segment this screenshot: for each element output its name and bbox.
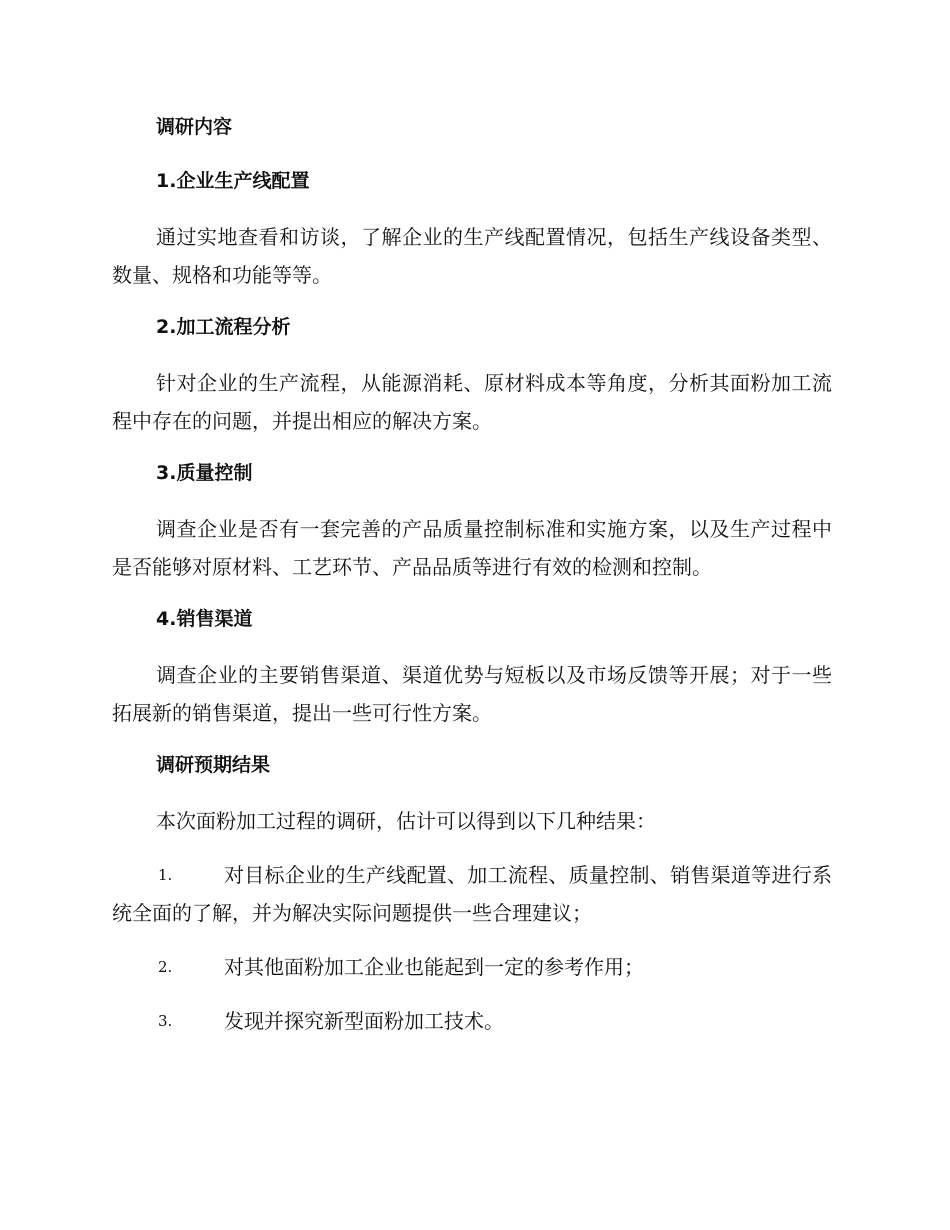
item-paragraph-production-line: 通过实地查看和访谈，了解企业的生产线配置情况，包括生产线设备类型、数量、规格和功能等等。 xyxy=(112,225,832,287)
result-number: 2. xyxy=(158,958,173,976)
result-number: 1. xyxy=(158,866,173,884)
result-text: 对目标企业的生产线配置、加工流程、质量控制、销售渠道等进行系统全面的了解，并为解决实际问题提供一些合理建议； xyxy=(112,863,832,925)
item-paragraph-quality-control: 调查企业是否有一套完善的产品质量控制标准和实施方案，以及生产过程中是否能够对原材料、工艺环节、产品品质等进行有效的检测和控制。 xyxy=(112,517,832,579)
item-heading-process-analysis: 2.加工流程分析 xyxy=(156,316,291,338)
section-title-research-content: 调研内容 xyxy=(156,116,233,138)
item-paragraph-process-analysis: 针对企业的生产流程，从能源消耗、原材料成本等角度，分析其面粉加工流程中存在的问题，并提出相应的解决方案。 xyxy=(112,371,832,433)
item-paragraph-sales-channels: 调查企业的主要销售渠道、渠道优势与短板以及市场反馈等开展；对于一些拓展新的销售渠道，提出一些可行性方案。 xyxy=(112,663,832,725)
item-heading-sales-channels: 4.销售渠道 xyxy=(156,608,253,630)
result-list-item xyxy=(112,856,832,932)
section-title-expected-results: 调研预期结果 xyxy=(156,754,271,776)
expected-results-intro: 本次面粉加工过程的调研，估计可以得到以下几种结果： xyxy=(156,809,656,833)
result-list-item xyxy=(112,948,832,986)
item-heading-quality-control: 3.质量控制 xyxy=(156,462,253,484)
result-list-item xyxy=(112,1002,832,1040)
document-body xyxy=(112,110,832,1056)
item-heading-production-line: 1.企业生产线配置 xyxy=(156,170,310,192)
result-number: 3. xyxy=(158,1012,173,1030)
result-text: 对其他面粉加工企业也能起到一定的参考作用； xyxy=(224,955,644,979)
result-text: 发现并探究新型面粉加工技术。 xyxy=(224,1009,504,1033)
